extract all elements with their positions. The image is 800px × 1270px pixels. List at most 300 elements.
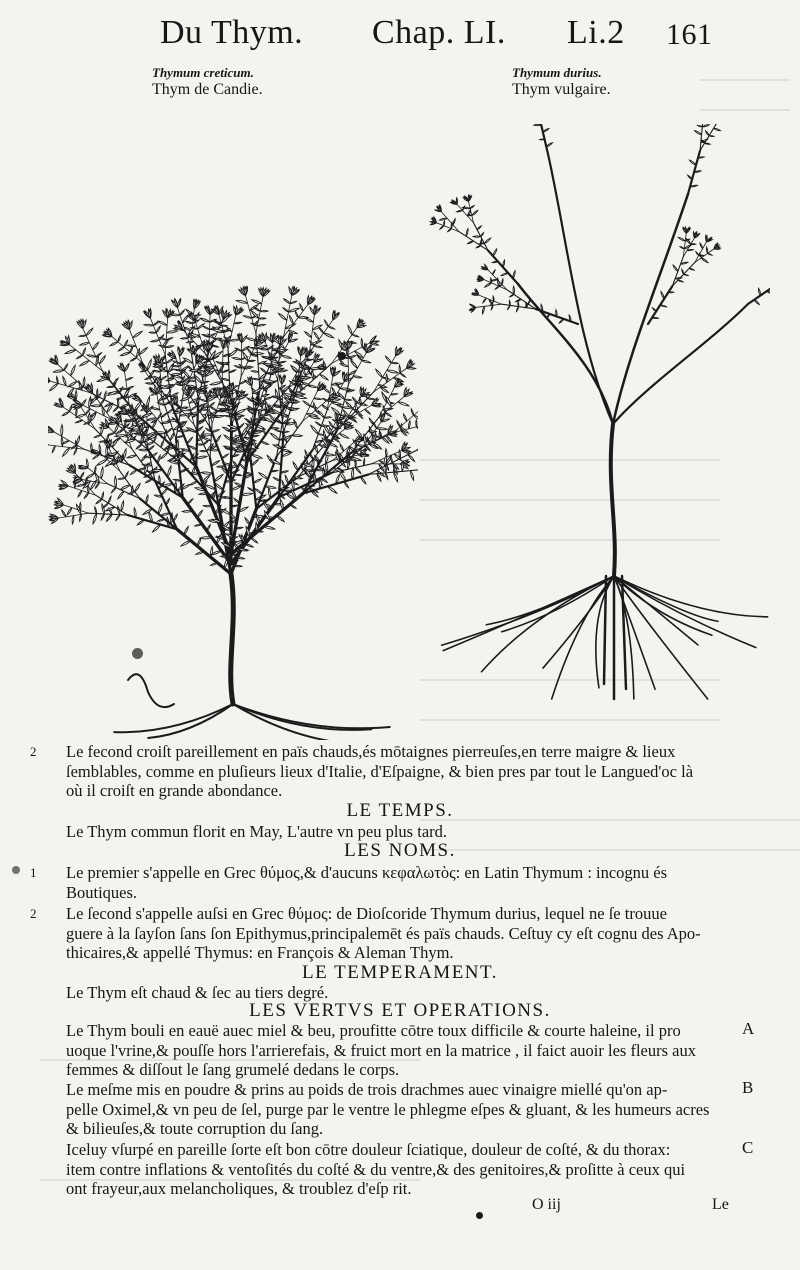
leaf xyxy=(177,381,184,382)
leaf xyxy=(234,322,242,324)
leaf xyxy=(440,226,444,230)
leaf xyxy=(151,408,160,410)
leaf xyxy=(107,386,114,387)
leaf xyxy=(695,131,702,135)
text-line: Iceluy vſurpé en pareille ſorte eſt bon cōtre douleur ſciatique, douleur de coſté, & du thorax: xyxy=(66,1140,671,1159)
leaf xyxy=(356,467,361,473)
leaf xyxy=(101,514,104,520)
leaf xyxy=(130,358,136,361)
leaf xyxy=(227,397,234,399)
text-line: Le Thym eſt chaud & ſec au tiers degré. xyxy=(66,983,329,1002)
leaf xyxy=(77,436,80,445)
leaf xyxy=(508,305,511,309)
margin-letter-a: A xyxy=(742,1019,755,1038)
leaf xyxy=(94,466,96,473)
leaf xyxy=(89,397,91,408)
leaf xyxy=(253,479,261,483)
leaf xyxy=(135,483,140,491)
leaf xyxy=(493,249,497,256)
leaf xyxy=(202,437,211,440)
leaf xyxy=(324,320,328,326)
leaf xyxy=(96,499,102,504)
leaf xyxy=(117,398,119,406)
leaf xyxy=(196,444,203,445)
stem xyxy=(613,194,688,424)
right-french-name: Thym vulgaire. xyxy=(512,81,611,98)
leaf xyxy=(468,241,474,244)
leaf xyxy=(182,510,192,512)
leaf xyxy=(260,368,266,373)
leaf xyxy=(276,421,283,423)
leaf xyxy=(211,461,219,466)
leaf xyxy=(72,516,74,524)
leaf xyxy=(708,253,713,255)
leaf xyxy=(230,339,240,341)
leaf xyxy=(197,510,202,517)
main-trunk xyxy=(231,574,234,704)
leaf xyxy=(324,454,335,456)
leaf xyxy=(254,308,260,312)
leaf xyxy=(127,455,137,458)
leaf xyxy=(93,455,99,459)
leaf xyxy=(93,342,99,350)
leaf xyxy=(76,409,77,416)
leaf xyxy=(216,435,221,442)
stem xyxy=(476,304,502,307)
paragraph-index: 1 xyxy=(30,865,37,880)
leaf xyxy=(68,381,77,386)
leaf xyxy=(477,226,481,230)
leaf xyxy=(200,537,212,539)
leaf xyxy=(245,518,250,525)
leaf xyxy=(390,456,392,463)
leaf xyxy=(153,525,161,533)
leaf xyxy=(367,398,374,399)
leaf xyxy=(260,310,268,311)
leaf xyxy=(168,419,178,421)
leaf xyxy=(166,378,174,381)
leaf xyxy=(103,503,108,508)
leaf xyxy=(293,402,300,404)
leaf xyxy=(261,394,269,396)
leaf xyxy=(700,243,703,249)
leaf xyxy=(161,441,164,448)
leaf xyxy=(213,491,215,499)
leaf xyxy=(116,515,120,521)
leaf xyxy=(282,375,284,384)
leaf xyxy=(181,541,191,547)
leaf xyxy=(259,403,266,404)
leaf xyxy=(394,465,395,472)
leaf xyxy=(127,345,136,347)
leaf xyxy=(102,492,104,499)
leaf xyxy=(188,499,193,505)
left-caption xyxy=(152,64,263,98)
leaf xyxy=(754,300,759,305)
leaf xyxy=(661,291,664,298)
text-line: uoque l'vrine,& pouſſe hors l'arrierefais, & fruict mort en la matrice , il faict auoir les fleurs aux xyxy=(66,1040,696,1060)
leaf xyxy=(539,139,544,140)
leaf xyxy=(251,377,253,386)
ink-spot xyxy=(12,866,20,874)
text-line: pelle Oximel,& vn peu de ſel, purge par le ventre le phlegme eſpes & gluant, & les humeurs acres xyxy=(66,1099,710,1119)
leaf xyxy=(251,371,259,372)
leaf xyxy=(214,322,221,324)
leaf xyxy=(340,444,344,451)
leaf xyxy=(702,125,709,127)
leaf xyxy=(245,544,253,547)
leaf xyxy=(219,340,226,341)
leaf xyxy=(397,421,400,427)
leaf xyxy=(144,324,153,326)
leaf xyxy=(303,401,310,406)
leaf xyxy=(278,313,286,320)
leaf xyxy=(101,424,104,435)
leaf xyxy=(161,358,163,367)
leaf xyxy=(321,425,329,426)
leaf xyxy=(314,473,316,483)
leaf xyxy=(323,387,330,393)
leaf xyxy=(385,473,387,480)
catchword: Le xyxy=(712,1196,729,1213)
leaf xyxy=(294,420,298,429)
leaf xyxy=(147,396,150,407)
leaf xyxy=(177,436,184,438)
taproot xyxy=(604,576,626,699)
ink-spot xyxy=(338,352,346,360)
leaf xyxy=(252,455,262,458)
leaf xyxy=(118,335,120,342)
leaf xyxy=(534,124,541,125)
vertus-paragraph-a xyxy=(66,1021,736,1080)
leaf xyxy=(97,459,107,465)
page-number: 161 xyxy=(666,18,713,51)
leaf xyxy=(260,349,267,350)
leaf xyxy=(251,459,258,465)
leaf xyxy=(188,380,195,381)
leaf xyxy=(86,328,93,335)
leaf xyxy=(65,350,76,354)
leaf xyxy=(268,488,270,498)
leaf xyxy=(312,370,314,380)
leaf xyxy=(476,246,480,248)
leaf xyxy=(200,450,207,451)
leaf xyxy=(214,474,223,481)
noms-paragraph-1 xyxy=(30,863,736,902)
leaf xyxy=(385,412,391,416)
leaf xyxy=(300,304,303,311)
leaf xyxy=(61,437,63,447)
leaf xyxy=(172,365,179,366)
leaf xyxy=(546,143,552,147)
leaf xyxy=(252,300,262,304)
leaf xyxy=(305,450,308,457)
text-line: Le Thym commun florit en May, L'autre vn peu plus tard. xyxy=(66,822,448,841)
leaf xyxy=(559,319,564,323)
leaf xyxy=(400,373,406,377)
leaf xyxy=(470,206,474,209)
leaf xyxy=(101,467,103,479)
leaf xyxy=(319,374,328,380)
leaf xyxy=(222,378,229,380)
leaf xyxy=(706,235,707,241)
leaf xyxy=(95,483,99,489)
leaf xyxy=(391,362,398,363)
leaf xyxy=(168,466,171,477)
leaf xyxy=(234,565,242,566)
leaf xyxy=(247,348,251,353)
leaf xyxy=(416,420,417,427)
leaf xyxy=(698,125,703,126)
leaf xyxy=(106,514,112,521)
leaf xyxy=(80,514,82,521)
leaf xyxy=(339,434,349,439)
text-line: item contre inflations & ventoſités du coſté & du ventre,& des genitoires,& proſitte à ceux qui xyxy=(66,1159,686,1179)
leaf xyxy=(259,473,268,479)
text-line: Boutiques. xyxy=(66,882,138,902)
leaf xyxy=(467,215,472,216)
leaf xyxy=(295,311,298,317)
leaf xyxy=(261,441,269,444)
text-line: Le Thym bouli en eauë auec miel & beu, proufitte cōtre toux difficile & courte haleine, il pro xyxy=(66,1021,681,1040)
leaf xyxy=(195,313,199,321)
leaf xyxy=(682,269,684,274)
paragraph-index: 2 xyxy=(30,906,37,921)
leaf xyxy=(173,514,177,521)
leaf xyxy=(86,459,88,468)
leaf xyxy=(99,441,106,442)
leaf xyxy=(118,491,124,498)
leaf xyxy=(93,514,97,524)
leaf xyxy=(343,407,353,409)
leaf xyxy=(709,136,714,137)
left-french-name: Thym de Candie. xyxy=(152,81,263,98)
leaf xyxy=(210,547,212,558)
leaf xyxy=(134,401,141,411)
leaf xyxy=(668,292,673,293)
leaf xyxy=(344,482,349,488)
leaf xyxy=(284,299,290,304)
leaf xyxy=(124,449,127,459)
leaf xyxy=(161,376,167,380)
leaf xyxy=(457,210,463,212)
leaf xyxy=(362,360,371,362)
leaf xyxy=(77,387,84,389)
leaf xyxy=(234,474,241,475)
leaf xyxy=(270,433,279,440)
text-line: & bilieuſes,& toute corruption du ſang. xyxy=(66,1119,324,1138)
leaf xyxy=(328,326,334,329)
leaf xyxy=(332,438,339,439)
leaf xyxy=(324,417,331,418)
leaf xyxy=(210,407,216,411)
leaf xyxy=(146,479,153,483)
thymum-durius-illustration xyxy=(428,124,770,706)
root xyxy=(482,576,614,672)
leaf xyxy=(146,495,148,504)
leaf xyxy=(688,175,692,179)
leaf xyxy=(332,367,334,376)
leaf xyxy=(95,507,97,514)
leaf xyxy=(62,510,66,517)
leaf xyxy=(197,538,201,546)
leaf xyxy=(706,247,707,253)
leaf xyxy=(171,373,181,375)
leaf xyxy=(347,341,349,350)
leaf xyxy=(161,513,170,515)
leaf xyxy=(348,325,352,334)
leaf xyxy=(80,361,90,366)
root xyxy=(233,704,371,730)
leaf xyxy=(282,452,292,456)
leaf xyxy=(77,355,83,358)
leaf xyxy=(411,409,413,416)
text-line: Le fecond croiſt pareillement en païs chauds,és mōtaignes pierreuſes,en terre maigre & lieux xyxy=(66,742,676,761)
leaf xyxy=(158,321,167,325)
leaf xyxy=(158,455,161,463)
leaf xyxy=(113,407,118,412)
leaf xyxy=(401,424,402,431)
leaf xyxy=(678,237,685,241)
leaf xyxy=(513,286,515,294)
vertus-paragraph-b xyxy=(66,1080,736,1139)
leaf xyxy=(678,280,683,282)
section-heading-noms: LES NOMS. xyxy=(344,840,456,861)
leaf xyxy=(251,537,258,542)
leaf xyxy=(273,477,280,481)
paragraph-index: 2 xyxy=(30,744,37,759)
text-line: Le ſecond s'appelle auſsi en Grec θύμος: de Dioſcoride Thymum durius, lequel ne ſe trouue xyxy=(66,904,667,923)
leaf xyxy=(201,434,213,436)
ink-spot xyxy=(132,648,143,659)
leaf xyxy=(147,359,151,370)
leaf xyxy=(196,456,206,458)
leaf xyxy=(365,344,367,353)
leaf xyxy=(326,462,328,473)
leaf xyxy=(416,427,418,432)
leaf xyxy=(305,332,312,338)
leaf xyxy=(273,445,282,448)
leaf xyxy=(210,563,217,566)
leaf xyxy=(257,409,266,411)
leaf xyxy=(689,268,694,270)
leaf xyxy=(167,331,178,333)
leaf xyxy=(118,347,124,351)
leaf xyxy=(250,347,257,348)
leaf xyxy=(252,378,259,379)
leaf xyxy=(689,160,696,165)
leaf xyxy=(145,377,152,379)
text-line: où il croiſt en grande abondance. xyxy=(66,781,283,800)
leaf xyxy=(280,499,283,510)
leaf xyxy=(83,377,85,387)
leaf xyxy=(660,305,667,307)
stem xyxy=(436,223,459,232)
leaf xyxy=(699,253,701,258)
leaf xyxy=(221,556,228,557)
noms-paragraph-2 xyxy=(30,904,736,963)
leaf xyxy=(177,440,179,450)
leaf xyxy=(115,476,117,487)
leaf xyxy=(102,504,105,514)
leaf xyxy=(257,345,267,348)
leaf xyxy=(292,435,302,437)
section-heading-temps: LE TEMPS. xyxy=(346,800,454,821)
chapter-number: Chap. LI. xyxy=(372,14,506,51)
leaf xyxy=(196,345,203,346)
leaf xyxy=(67,508,72,515)
leaf xyxy=(328,486,337,493)
leaf xyxy=(162,488,168,494)
leaf xyxy=(411,471,414,481)
leaf xyxy=(263,357,270,358)
leaf xyxy=(168,458,174,461)
book-number: Li.2 xyxy=(567,14,625,51)
leaf xyxy=(141,370,148,372)
stem xyxy=(231,493,303,554)
leaf xyxy=(285,475,288,484)
leaf xyxy=(186,341,193,342)
section-heading-temperament: LE TEMPERAMENT. xyxy=(302,962,498,983)
leaf xyxy=(386,374,388,382)
leaf xyxy=(305,318,313,322)
leaf xyxy=(319,328,324,333)
leaf xyxy=(62,411,69,415)
leaf xyxy=(146,383,154,384)
vertus-paragraph-c xyxy=(66,1140,736,1199)
leaf xyxy=(50,383,58,390)
leaf xyxy=(219,388,226,389)
leaf xyxy=(238,391,245,392)
leaf xyxy=(403,414,406,421)
leaf xyxy=(159,476,161,484)
leaf xyxy=(203,361,210,363)
leaf xyxy=(257,324,265,326)
leaf xyxy=(408,455,415,462)
leaf xyxy=(472,210,478,215)
leaf xyxy=(87,355,96,357)
leaf xyxy=(106,507,115,511)
leaf xyxy=(714,128,721,130)
leaf xyxy=(118,478,125,479)
leaf xyxy=(492,261,498,262)
leaf xyxy=(111,488,116,493)
leaf xyxy=(149,332,156,333)
leaf xyxy=(483,298,486,303)
leaf xyxy=(395,347,397,356)
leaf xyxy=(156,326,160,333)
leaf xyxy=(310,368,321,370)
leaf xyxy=(510,294,514,296)
leaf xyxy=(288,308,299,312)
leaf xyxy=(229,370,236,373)
leaf xyxy=(453,219,455,225)
leaf xyxy=(379,432,380,440)
leaf xyxy=(210,382,222,385)
leaf xyxy=(54,504,63,506)
leaf xyxy=(80,503,81,511)
leaf xyxy=(509,300,510,305)
leaf xyxy=(480,239,481,245)
text-line: Le meſme mis en poudre & prins au poids de trois drachmes auec vinaigre miellé qu'on ap- xyxy=(66,1080,668,1099)
thymum-creticum-illustration xyxy=(48,104,418,740)
leaf xyxy=(180,310,185,315)
leaf xyxy=(158,504,161,514)
leaf xyxy=(360,477,366,484)
leaf xyxy=(364,434,366,446)
leaf xyxy=(166,428,171,433)
leaf xyxy=(191,406,197,410)
